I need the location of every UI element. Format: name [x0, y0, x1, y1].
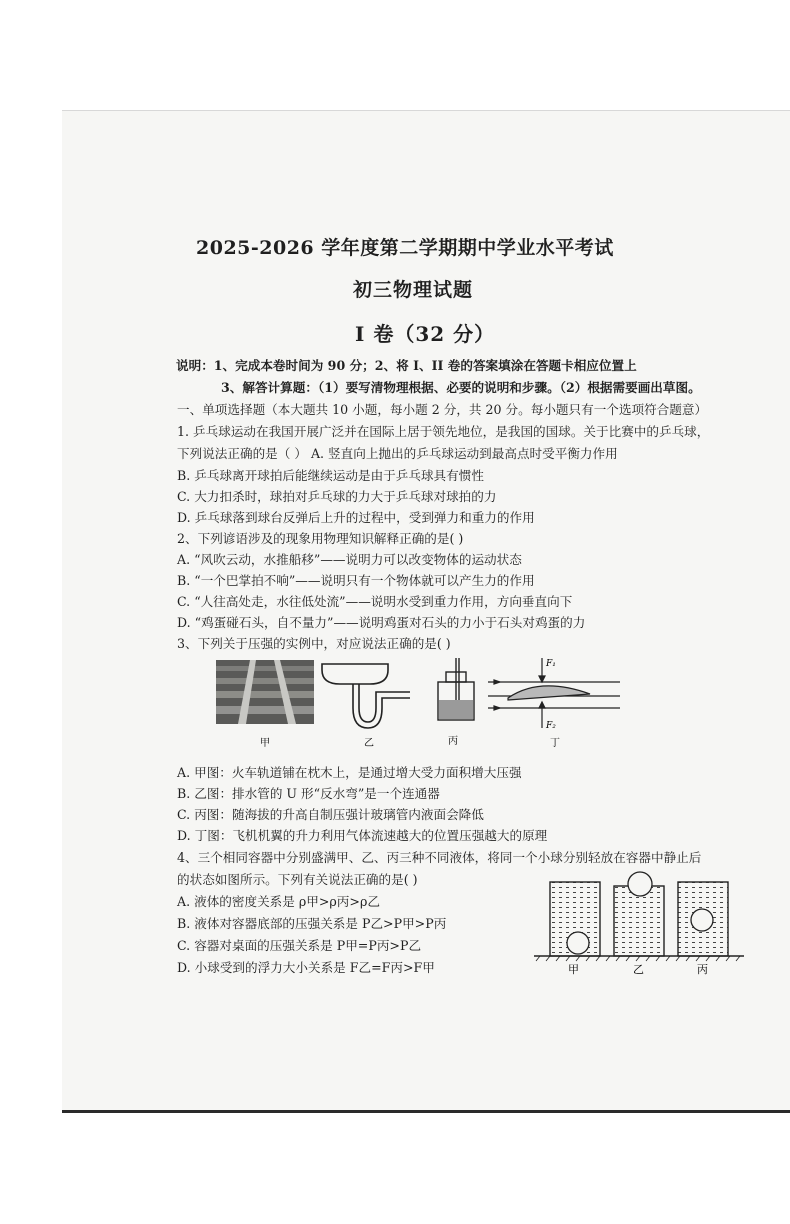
q1-stem-line-1: 1. 乒乓球运动在我国开展广泛并在国际上居于领先地位，是我国的国球。关于比赛中的乒乓球，: [177, 424, 710, 439]
note-line-1: 说明：1、完成本卷时间为 90 分；2、将 I、II 卷的答案填涂在答题卡相应位置上: [176, 358, 637, 373]
q4-stem-line-1: 4、三个相同容器中分别盛满甲、乙、丙三种不同液体，将同一个小球分别轻放在容器中静止后: [177, 850, 702, 865]
section-title: I 卷（32 分）: [355, 322, 496, 346]
q2-option-d: D. “鸡蛋碰石头，自不量力”——说明鸡蛋对石头的力小于石头对鸡蛋的力: [177, 615, 586, 630]
q1-option-d: D. 乒乓球落到球台反弹后上升的过程中，受到弹力和重力的作用: [177, 510, 535, 525]
q4-label-jia: 甲: [568, 963, 579, 976]
q4-option-c: C. 容器对桌面的压强关系是 P甲=P丙>P乙: [177, 938, 422, 953]
ball-bing: [691, 909, 713, 931]
container-bing: [678, 882, 728, 956]
q4-option-a: A. 液体的密度关系是 ρ甲>ρ丙>ρ乙: [177, 894, 380, 909]
fig-label-yi: 乙: [364, 738, 374, 749]
page-bottom-rule: [62, 1110, 790, 1113]
q3-stem: 3、下列关于压强的实例中，对应说法正确的是( ): [177, 636, 451, 651]
q2-stem: 2、下列谚语涉及的现象用物理知识解释正确的是( ): [177, 531, 464, 546]
container-yi: [614, 872, 664, 956]
q2-option-c: C. “人往高处走，水往低处流”——说明水受到重力作用，方向垂直向下: [177, 594, 573, 609]
fig-label-ding: 丁: [550, 738, 560, 749]
q1-option-c: C. 大力扣杀时，球拍对乒乓球的力大于乒乓球对球拍的力: [177, 489, 497, 504]
ball-jia: [567, 932, 589, 954]
sink-u-trap: [322, 664, 410, 728]
fig-label-jia: 甲: [260, 738, 270, 749]
q4-stem-line-2: 的状态如图所示。下列有关说法正确的是( ): [177, 872, 418, 887]
barometer-bottle: [438, 658, 474, 720]
q4-option-b: B. 液体对容器底部的压强关系是 P乙>P甲>P丙: [177, 916, 447, 931]
q3-figure: [210, 656, 630, 752]
q1-stem-line-2: 下列说法正确的是（ ） A. 竖直向上抛出的乒乓球运动到最高点时受平衡力作用: [177, 446, 618, 461]
q4-label-bing: 丙: [697, 963, 708, 976]
force-label-f2: F₂: [546, 721, 556, 731]
q4-label-yi: 乙: [633, 963, 644, 976]
force-label-f1: F₁: [546, 659, 556, 669]
q1-option-b: B. 乒乓球离开球拍后能继续运动是由于乒乓球具有惯性: [177, 468, 484, 483]
railway-photo: [216, 660, 314, 724]
note-line-2: 3、解答计算题：（1）要写清物理根据、必要的说明和步骤。（2）根据需要画出草图。: [221, 380, 701, 395]
fig-label-bing: 丙: [448, 736, 458, 747]
q2-option-a: A. “风吹云动，水推船移”——说明力可以改变物体的运动状态: [177, 552, 522, 567]
exam-subtitle: 初三物理试题: [353, 279, 474, 301]
q3-option-b: B. 乙图：排水管的 U 形“反水弯”是一个连通器: [177, 786, 440, 801]
part1-heading: 一、单项选择题（本大题共 10 小题，每小题 2 分，共 20 分。每小题只有一个选项符合题意）: [177, 402, 708, 417]
q3-option-a: A. 甲图：火车轨道铺在枕木上，是通过增大受力面积增大压强: [177, 765, 522, 780]
q4-figure: [530, 870, 750, 980]
q2-option-b: B. “一个巴掌拍不响”——说明只有一个物体就可以产生力的作用: [177, 573, 535, 588]
ball-yi: [628, 872, 652, 896]
container-jia: [550, 882, 600, 956]
exam-title: 2025-2026 学年度第二学期期中学业水平考试: [196, 237, 614, 259]
q4-option-d: D. 小球受到的浮力大小关系是 F乙=F丙>F甲: [177, 960, 435, 975]
q3-option-d: D. 丁图：飞机机翼的升力利用气体流速越大的位置压强越大的原理: [177, 828, 548, 843]
ground-hatching: [536, 956, 740, 961]
q3-option-c: C. 丙图：随海拔的升高自制压强计玻璃管内液面会降低: [177, 807, 484, 822]
